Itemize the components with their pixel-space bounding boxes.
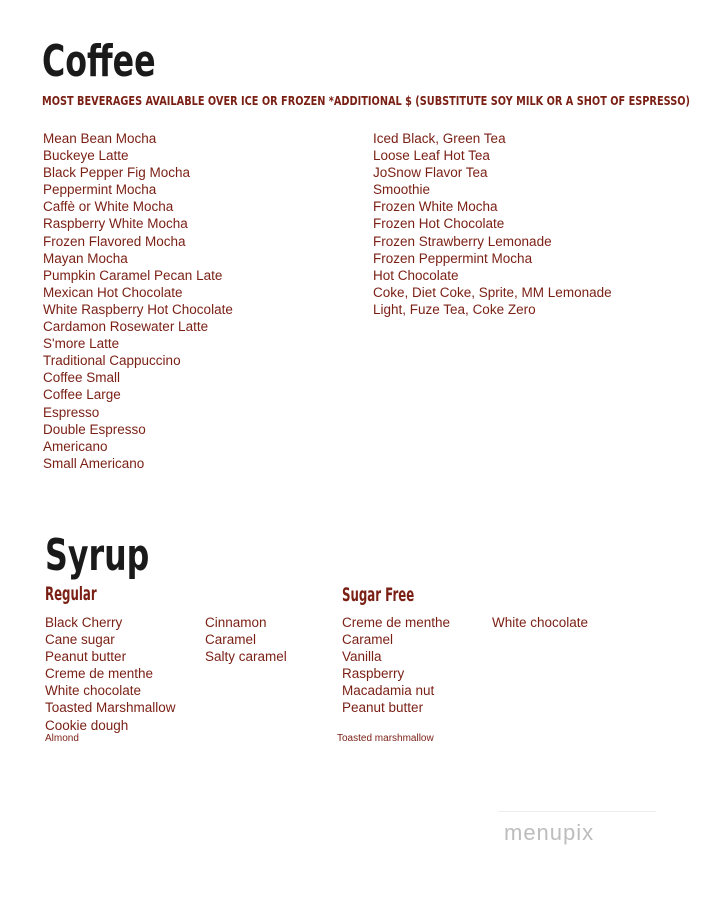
coffee-note: MOST BEVERAGES AVAILABLE OVER ICE OR FROZEN *ADDITIONAL $ (SUBSTITUTE SOY MILK OR A SHOT OF ESPRESSO)	[42, 93, 690, 108]
menu-item: S'more Latte	[43, 336, 120, 352]
menu-item: Frozen Hot Chocolate	[373, 216, 505, 232]
menu-item: Mean Bean Mocha	[43, 131, 157, 146]
menu-item: Salty caramel	[205, 649, 287, 665]
menu-item: JoSnow Flavor Tea	[373, 165, 488, 181]
syrup-title: Syrup	[45, 530, 150, 581]
menu-item: Mexican Hot Chocolate	[43, 284, 183, 300]
menu-item: Traditional Cappuccino	[43, 353, 181, 369]
regular-title: Regular	[45, 583, 97, 605]
menu-item: Iced Black, Green Tea	[373, 131, 506, 146]
sugar-free-col2-list	[492, 614, 588, 631]
watermark-logo: menupix	[504, 820, 595, 845]
menu-item: Buckeye Latte	[43, 148, 129, 164]
regular-footnote: Almond	[45, 733, 79, 744]
menu-item: Black Pepper Fig Mocha	[43, 165, 191, 181]
regular-col2-list	[205, 614, 287, 665]
sugar-free-footnote: Toasted marshmallow	[337, 733, 434, 744]
menu-item: Peanut butter	[45, 649, 127, 665]
menu-item: Light, Fuze Tea, Coke Zero	[373, 301, 536, 317]
menu-item: White Raspberry Hot Chocolate	[43, 301, 233, 317]
menu-item: Coffee Small	[43, 370, 121, 386]
menu-item: White chocolate	[492, 615, 589, 630]
menu-item: Peppermint Mocha	[43, 182, 157, 198]
menu-item: Raspberry White Mocha	[43, 216, 188, 232]
menu-item: Loose Leaf Hot Tea	[373, 148, 490, 164]
menu-item: Cookie dough	[45, 717, 129, 733]
menu-item: Frozen Strawberry Lemonade	[373, 233, 552, 249]
menu-item: Coke, Diet Coke, Sprite, MM Lemonade	[373, 284, 612, 300]
watermark-divider	[498, 811, 656, 812]
menu-item: Americano	[43, 438, 108, 454]
menu-item: Caramel	[342, 632, 394, 648]
menu-item: Macadamia nut	[342, 683, 435, 699]
coffee-title: Coffee	[42, 36, 156, 87]
menu-item: White chocolate	[45, 683, 142, 699]
menu-item: Cardamon Rosewater Latte	[43, 319, 209, 335]
menu-item: Peanut butter	[342, 700, 424, 716]
menu-item: Creme de menthe	[45, 666, 154, 682]
menu-item: Creme de menthe	[342, 615, 451, 630]
menu-item: Frozen Peppermint Mocha	[373, 250, 533, 266]
menu-item: Small Americano	[43, 455, 145, 471]
menu-item: Toasted Marshmallow	[45, 700, 176, 716]
menu-item: Hot Chocolate	[373, 267, 459, 283]
menu-item: Caffè or White Mocha	[43, 199, 174, 215]
menu-item: Caramel	[205, 632, 257, 648]
sugar-free-title: Sugar Free	[342, 584, 415, 606]
menu-item: Coffee Large	[43, 387, 121, 403]
menu-item: Mayan Mocha	[43, 250, 128, 266]
menu-item: Vanilla	[342, 649, 382, 665]
menu-item: Espresso	[43, 404, 100, 420]
regular-col1-list	[45, 614, 176, 734]
coffee-right-list	[373, 130, 612, 318]
menu-item: Double Espresso	[43, 421, 146, 437]
menu-item: Pumpkin Caramel Pecan Late	[43, 267, 223, 283]
coffee-left-list	[43, 130, 233, 472]
menu-item: Smoothie	[373, 182, 431, 198]
menu-item: Frozen Flavored Mocha	[43, 233, 186, 249]
sugar-free-col1-list	[342, 614, 450, 717]
menu-item: Frozen White Mocha	[373, 199, 498, 215]
menu-item: Cinnamon	[205, 615, 267, 630]
menu-item: Raspberry	[342, 666, 405, 682]
menu-item: Cane sugar	[45, 632, 115, 648]
menu-item: Black Cherry	[45, 615, 123, 630]
